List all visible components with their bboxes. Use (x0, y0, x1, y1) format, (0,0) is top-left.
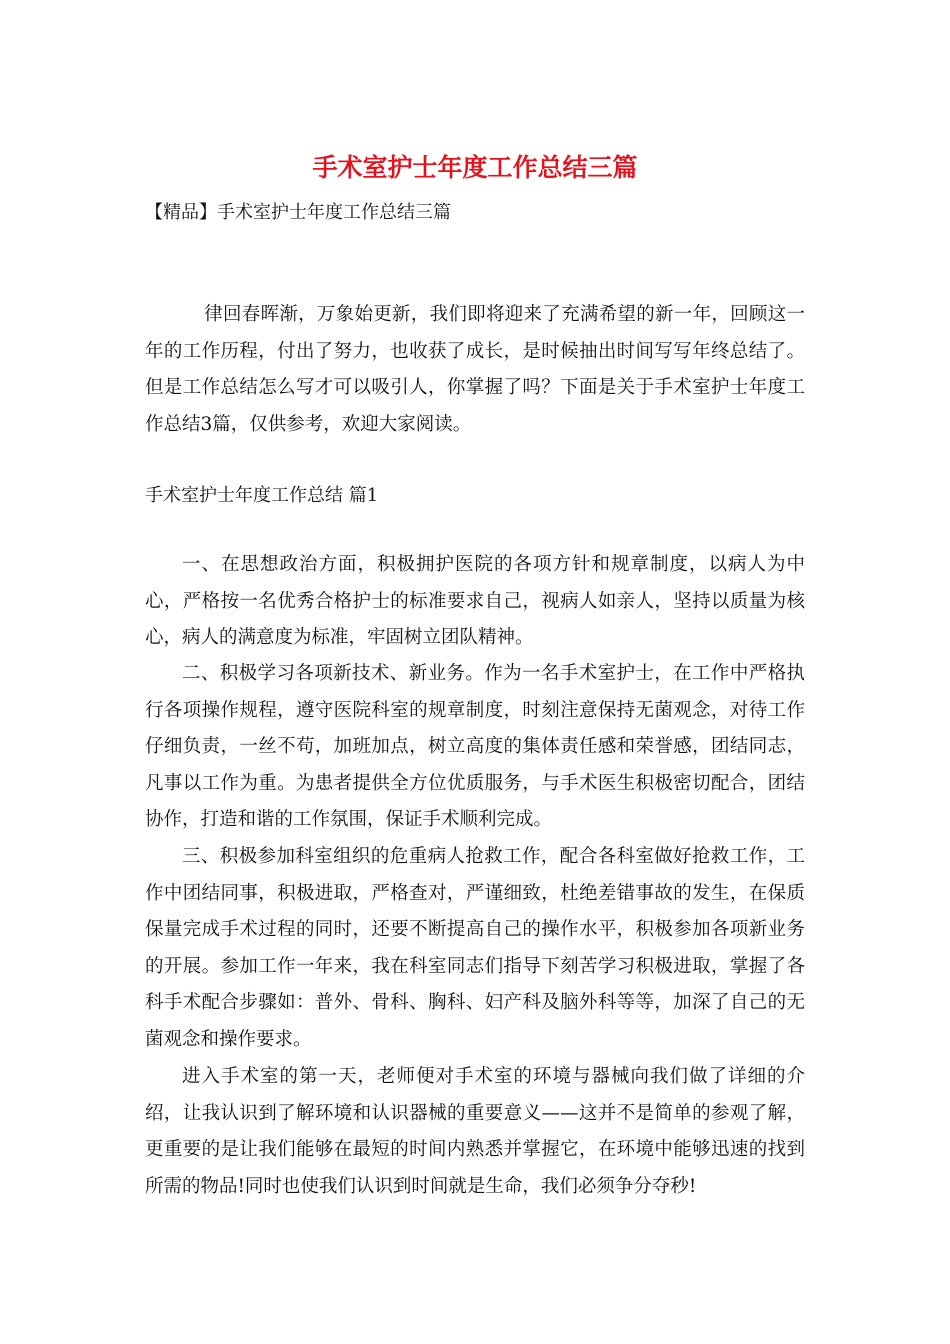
body-paragraph-2: 二、积极学习各项新技术、新业务。作为一名手术室护士，在工作中严格执行各项操作规程，遵守医院科室的规章制度，时刻注意保持无菌观念，对待工作仔细负责，一丝不苟，加班加点，树立高度的集体责任感和荣誉感，团结同志，凡事以工作为重。为患者提供全方位优质服务，与手术医生积极密切配合，团结协作，打造和谐的工作氛围，保证手术顺利完成。 (145, 663, 805, 830)
body-paragraph-3: 三、积极参加科室组织的危重病人抢救工作，配合各科室做好抢救工作，工作中团结同事，积极进取，严格查对，严谨细致，杜绝差错事故的发生，在保质保量完成手术过程的同时，还要不断提高自己的操作水平，积极参加各项新业务的开展。参加工作一年来，我在科室同志们指导下刻苦学习积极进取，掌握了各科手术配合步骤如：普外、骨科、胸科、妇产科及脑外科等等，加深了自己的无菌观念和操作要求。 (145, 846, 805, 1050)
document-subtitle: 【精品】手术室护士年度工作总结三篇 (145, 202, 451, 223)
body-paragraph-1: 一、在思想政治方面，积极拥护医院的各项方针和规章制度，以病人为中心，严格按一名优秀合格护士的标准要求自己，视病人如亲人，坚持以质量为核心，病人的满意度为标准，牢固树立团队精神。 (145, 554, 805, 648)
body-paragraph-4: 进入手术室的第一天，老师便对手术室的环境与器械向我们做了详细的介绍，让我认识到了解环境和认识器械的重要意义——这并不是简单的参观了解，更重要的是让我们能够在最短的时间内熟悉并掌握它，在环境中能够迅速的找到所需的物品!同时也使我们认识到时间就是生命，我们必须争分夺秒! (145, 1066, 805, 1197)
section-heading: 手术室护士年度工作总结 篇1 (145, 485, 379, 506)
document-title: 手术室护士年度工作总结三篇 (312, 153, 638, 182)
intro-paragraph: 律回春晖渐，万象始更新，我们即将迎来了充满希望的新一年，回顾这一年的工作历程，付出了努力，也收获了成长，是时候抽出时间写写年终总结了。但是工作总结怎么写才可以吸引人，你掌握了吗？下面是关于手术室护士年度工作总结3篇，仅供参考，欢迎大家阅读。 (145, 304, 805, 435)
